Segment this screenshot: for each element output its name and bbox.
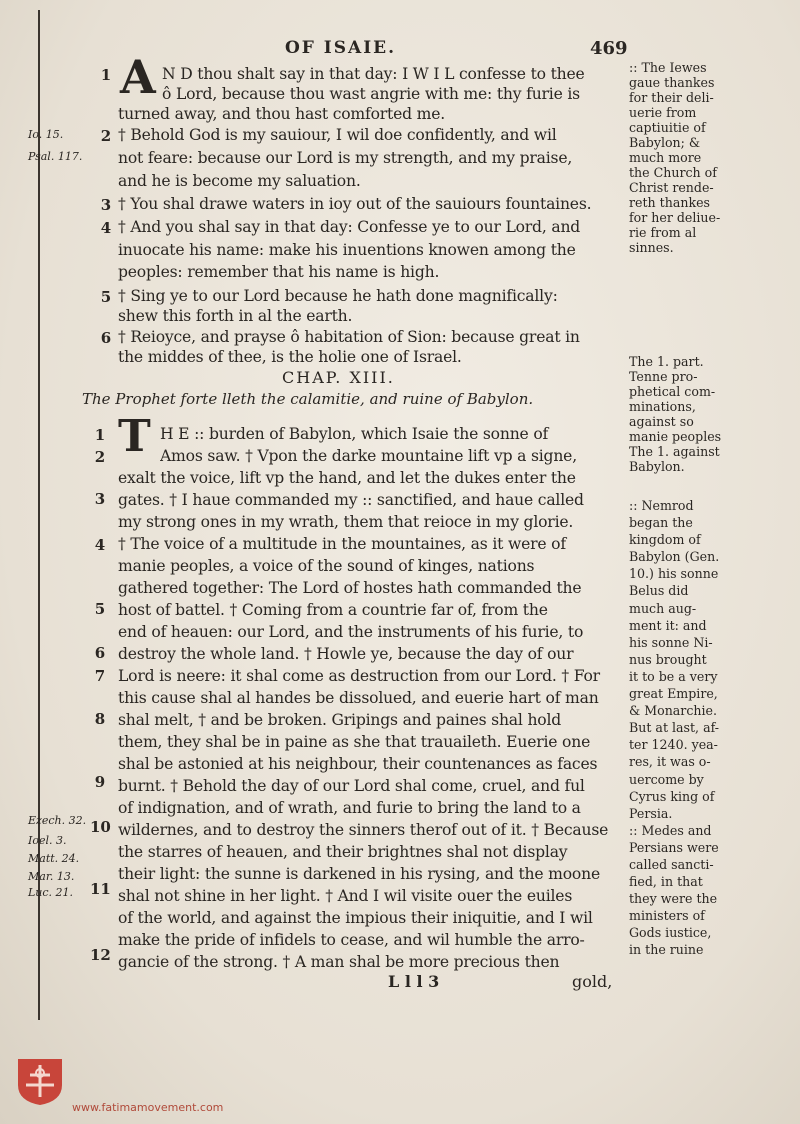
verse-number: 8: [94, 710, 106, 728]
drop-cap-t: T: [118, 411, 151, 462]
cross-reference: Mar. 13.: [28, 870, 75, 883]
verse-number: 11: [90, 880, 111, 898]
text-line: inuocate his name: make his inuentions knowen among the: [118, 241, 576, 259]
cross-reference: Ioel. 3.: [28, 834, 67, 847]
verse-number: 9: [94, 773, 106, 791]
text-line: † Reioyce, and prayse ô habitation of Sion: because great in: [118, 328, 580, 346]
margin-note: The 1. part. Tenne pro- phetical com- minations, against so manie peoples The 1. against Babylon.: [629, 354, 722, 474]
cross-reference: Psal. 117.: [28, 150, 83, 163]
text-line: shal melt, † and be broken. Gripings and paines shal hold: [118, 711, 562, 729]
text-line: shal not shine in her light. † And I wil visite ouer the euiles: [118, 887, 573, 905]
text-line: shal be astonied at his neighbour, their countenances as faces: [118, 755, 598, 773]
text-line: destroy the whole land. † Howle ye, because the day of our: [118, 645, 574, 663]
text-line: † And you shal say in that day: Confesse ye to our Lord, and: [118, 218, 581, 236]
text-line: my strong ones in my wrath, them that reioce in my glorie.: [118, 513, 574, 531]
text-line: † The voice of a multitude in the mountaines, as it were of: [118, 535, 566, 553]
text-line: gates. † I haue commanded my :: sanctified, and haue called: [118, 491, 584, 509]
margin-note: :: The Iewes gaue thankes for their deli- uerie from captiuitie of Babylon; & much more the Church of Christ rende- reth thankes for her deliue- rie from al sinnes.: [629, 60, 721, 255]
text-line: host of battel. † Coming from a countrie far of, from the: [118, 601, 548, 619]
text-line: their light: the sunne is darkened in his rysing, and the moone: [118, 865, 600, 883]
text-line: † You shal drawe waters in ioy out of the sauiours fountaines.: [118, 195, 592, 213]
verse-number: 2: [94, 448, 106, 466]
signature-mark: L l l 3: [388, 972, 440, 991]
margin-note: :: Nemrod began the kingdom of Babylon (Gen. 10.) his sonne Belus did much aug- ment it: and his sonne Ni- nus brought it to be a very great Empire, & Monarchie. But at last, af- ter 1240. yea- res, it was o- uercome by Cyrus king of Persia. :: Medes and Persians were called sancti- fied, in that they were the ministers of Gods iustice, in the ruine: [629, 498, 720, 958]
verse-number: 4: [94, 536, 106, 554]
text-line: peoples: remember that his name is high.: [118, 263, 440, 281]
verse-number: 7: [94, 667, 106, 685]
page-number: 469: [590, 38, 628, 59]
text-line: shew this forth in al the earth.: [118, 307, 353, 325]
verse-number: 5: [94, 600, 106, 618]
text-line: make the pride of infidels to cease, and wil humble the arro-: [118, 931, 585, 949]
text-line: the starres of heauen, and their brightnes shal not display: [118, 843, 568, 861]
verse-number: 12: [90, 946, 111, 964]
verse-number: 6: [94, 644, 106, 662]
cross-reference: Io. 15.: [28, 128, 64, 141]
text-line: Amos saw. † Vpon the darke mountaine lift vp a signe,: [160, 447, 577, 465]
text-line: the middes of thee, is the holie one of Israel.: [118, 348, 462, 366]
cross-reference: Luc. 21.: [28, 886, 74, 899]
verse-number: 2: [100, 127, 112, 145]
verse-number: 1: [94, 426, 106, 444]
text-line: them, they shal be in paine as she that trauaileth. Euerie one: [118, 733, 591, 751]
text-line: H E :: burden of Babylon, which Isaie the sonne of: [160, 425, 549, 443]
text-line: of the world, and against the impious their iniquitie, and I wil: [118, 909, 593, 927]
verse-number: 4: [100, 219, 112, 237]
text-line: N D thou shalt say in that day: I W I L confesse to thee: [162, 65, 585, 83]
running-title: OF ISAIE.: [285, 38, 397, 58]
text-line: wildernes, and to destroy the sinners therof out of it. † Because: [118, 821, 609, 839]
verse-number: 6: [100, 329, 112, 347]
verse-number: 10: [90, 818, 111, 836]
text-line: gancie of the strong. † A man shal be more precious then: [118, 953, 560, 971]
papal-seal-icon: [14, 1055, 66, 1107]
text-line: end of heauen: our Lord, and the instruments of his furie, to: [118, 623, 584, 641]
cross-reference: Matt. 24.: [28, 852, 80, 865]
verse-number: 3: [94, 490, 106, 508]
verse-number: 5: [100, 288, 112, 306]
drop-cap-a: A: [120, 50, 156, 104]
text-line: this cause shal al handes be dissolued, and euerie hart of man: [118, 689, 599, 707]
verse-number: 1: [100, 66, 112, 84]
verse-number: 3: [100, 196, 112, 214]
text-line: burnt. † Behold the day of our Lord shal come, cruel, and ful: [118, 777, 585, 795]
text-line: Lord is neere: it shal come as destruction from our Lord. † For: [118, 667, 600, 685]
chapter-summary: The Prophet forte lleth the calamitie, and ruine of Babylon.: [82, 390, 534, 408]
chapter-heading: CHAP. XIII.: [282, 368, 395, 387]
text-line: † Behold God is my sauiour, I wil doe confidently, and wil: [118, 126, 557, 144]
text-line: not feare: because our Lord is my strength, and my praise,: [118, 149, 573, 167]
cross-reference: Ezech. 32.: [28, 814, 87, 827]
text-line: manie peoples, a voice of the sound of kinges, nations: [118, 557, 535, 575]
text-line: exalt the voice, lift vp the hand, and let the dukes enter the: [118, 469, 576, 487]
text-line: turned away, and thou hast comforted me.: [118, 105, 446, 123]
catchword: gold,: [572, 972, 613, 991]
website-url[interactable]: www.fatimamovement.com: [72, 1101, 224, 1114]
text-line: † Sing ye to our Lord because he hath done magnifically:: [118, 287, 558, 305]
text-line: of indignation, and of wrath, and furie to bring the land to a: [118, 799, 581, 817]
text-line: gathered together: The Lord of hostes hath commanded the: [118, 579, 582, 597]
text-line: ô Lord, because thou wast angrie with me: thy furie is: [162, 85, 580, 103]
text-line: and he is become my saluation.: [118, 172, 361, 190]
